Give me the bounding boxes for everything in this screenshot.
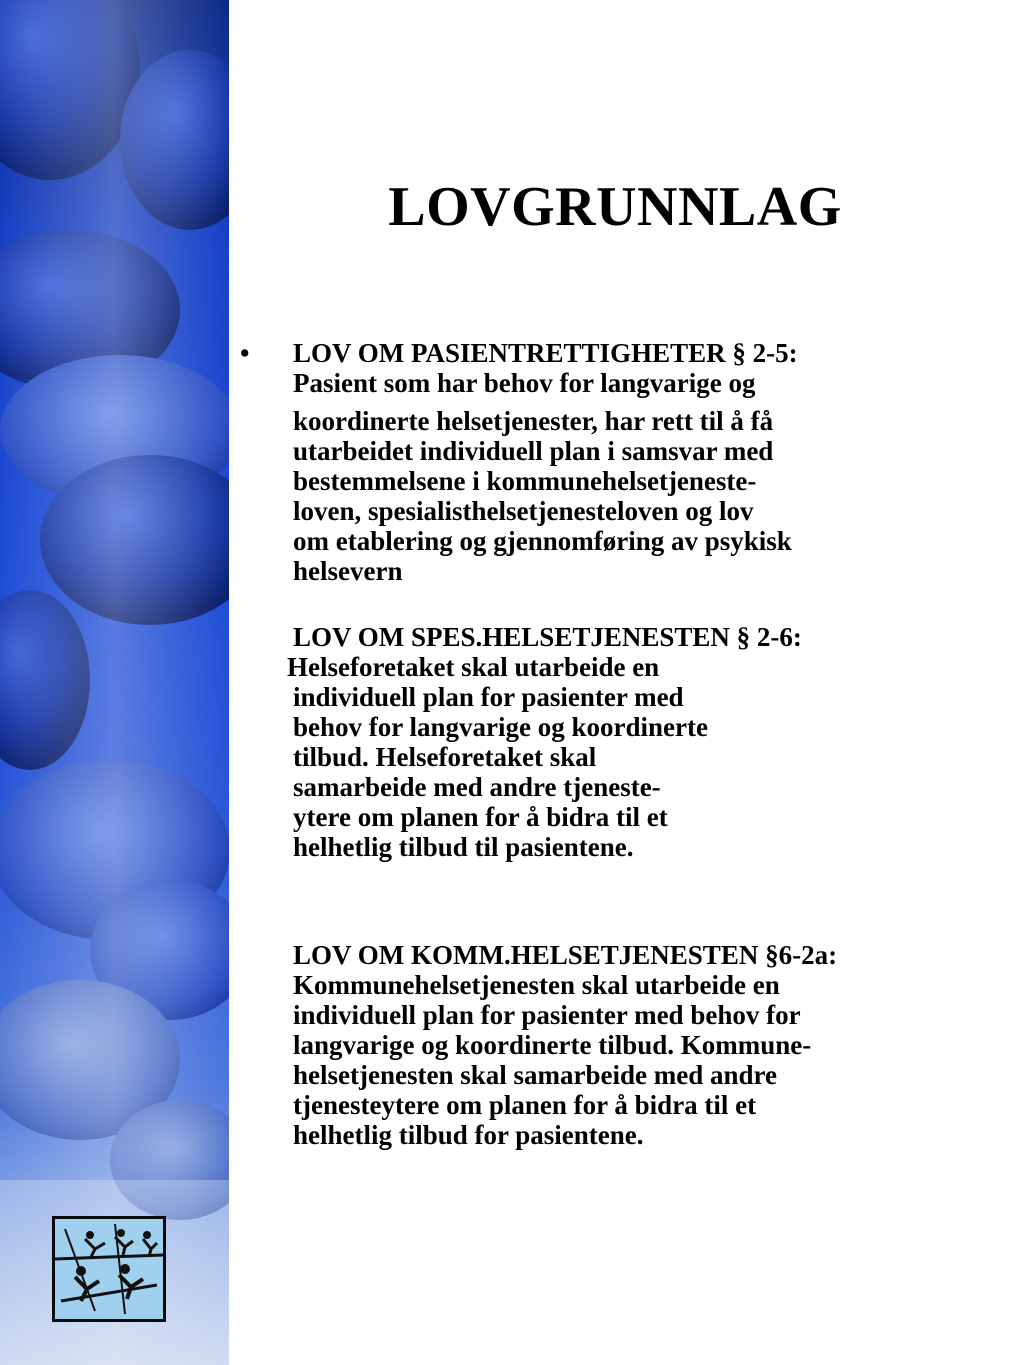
section-heading: LOV OM KOMM.HELSETJENESTEN §6-2a: — [293, 940, 838, 970]
section-pasientrettigheter — [293, 338, 933, 586]
section-text-line: individuell plan for pasienter med behov for — [293, 1000, 801, 1030]
section-text-line: samarbeide med andre tjeneste- — [293, 772, 661, 802]
section-text-line: koordinerte helsetjenester, har rett til å få — [293, 406, 774, 436]
section-text-line: om etablering og gjennomføring av psykisk — [293, 526, 792, 556]
section-text-line: ytere om planen for å bidra til et — [293, 802, 668, 832]
section-spes-helsetjenesten — [287, 622, 933, 862]
section-text-line: individuell plan for pasienter med — [293, 682, 684, 712]
stones-background-image — [0, 0, 229, 1365]
section-text-line: helsevern — [293, 556, 403, 586]
section-komm-helsetjenesten — [293, 940, 933, 1150]
section-text-line: helhetlig tilbud for pasientene. — [293, 1120, 644, 1150]
section-text-line: langvarige og koordinerte tilbud. Kommune- — [293, 1030, 812, 1060]
section-text-line: helsetjenesten skal samarbeide med andre — [293, 1060, 777, 1090]
page-title: LOVGRUNNLAG — [388, 176, 842, 238]
stones-illustration — [0, 0, 229, 1365]
section-text-line: bestemmelsene i kommunehelsetjeneste- — [293, 466, 757, 496]
section-text-line: loven, spesialisthelsetjenesteloven og lov — [293, 496, 754, 526]
section-text-line: Helseforetaket skal utarbeide en — [287, 652, 660, 682]
logo-figures-drawing — [55, 1219, 163, 1319]
section-text-line: utarbeidet individuell plan i samsvar med — [293, 436, 774, 466]
section-text-line: behov for langvarige og koordinerte — [293, 712, 708, 742]
section-heading: LOV OM SPES.HELSETJENESTEN § 2-6: — [293, 622, 802, 652]
section-text-line: Pasient som har behov for langvarige og — [293, 368, 756, 398]
bullet-glyph: • — [240, 338, 250, 368]
section-text-line: helhetlig tilbud til pasientene. — [293, 832, 634, 862]
section-text-line: tilbud. Helseforetaket skal — [293, 742, 597, 772]
rowing-figures-logo-icon — [52, 1216, 166, 1322]
section-heading: LOV OM PASIENTRETTIGHETER § 2-5: — [293, 338, 798, 368]
section-text-line: Kommunehelsetjenesten skal utarbeide en — [293, 970, 780, 1000]
section-text-line: tjenesteytere om planen for å bidra til et — [293, 1090, 757, 1120]
